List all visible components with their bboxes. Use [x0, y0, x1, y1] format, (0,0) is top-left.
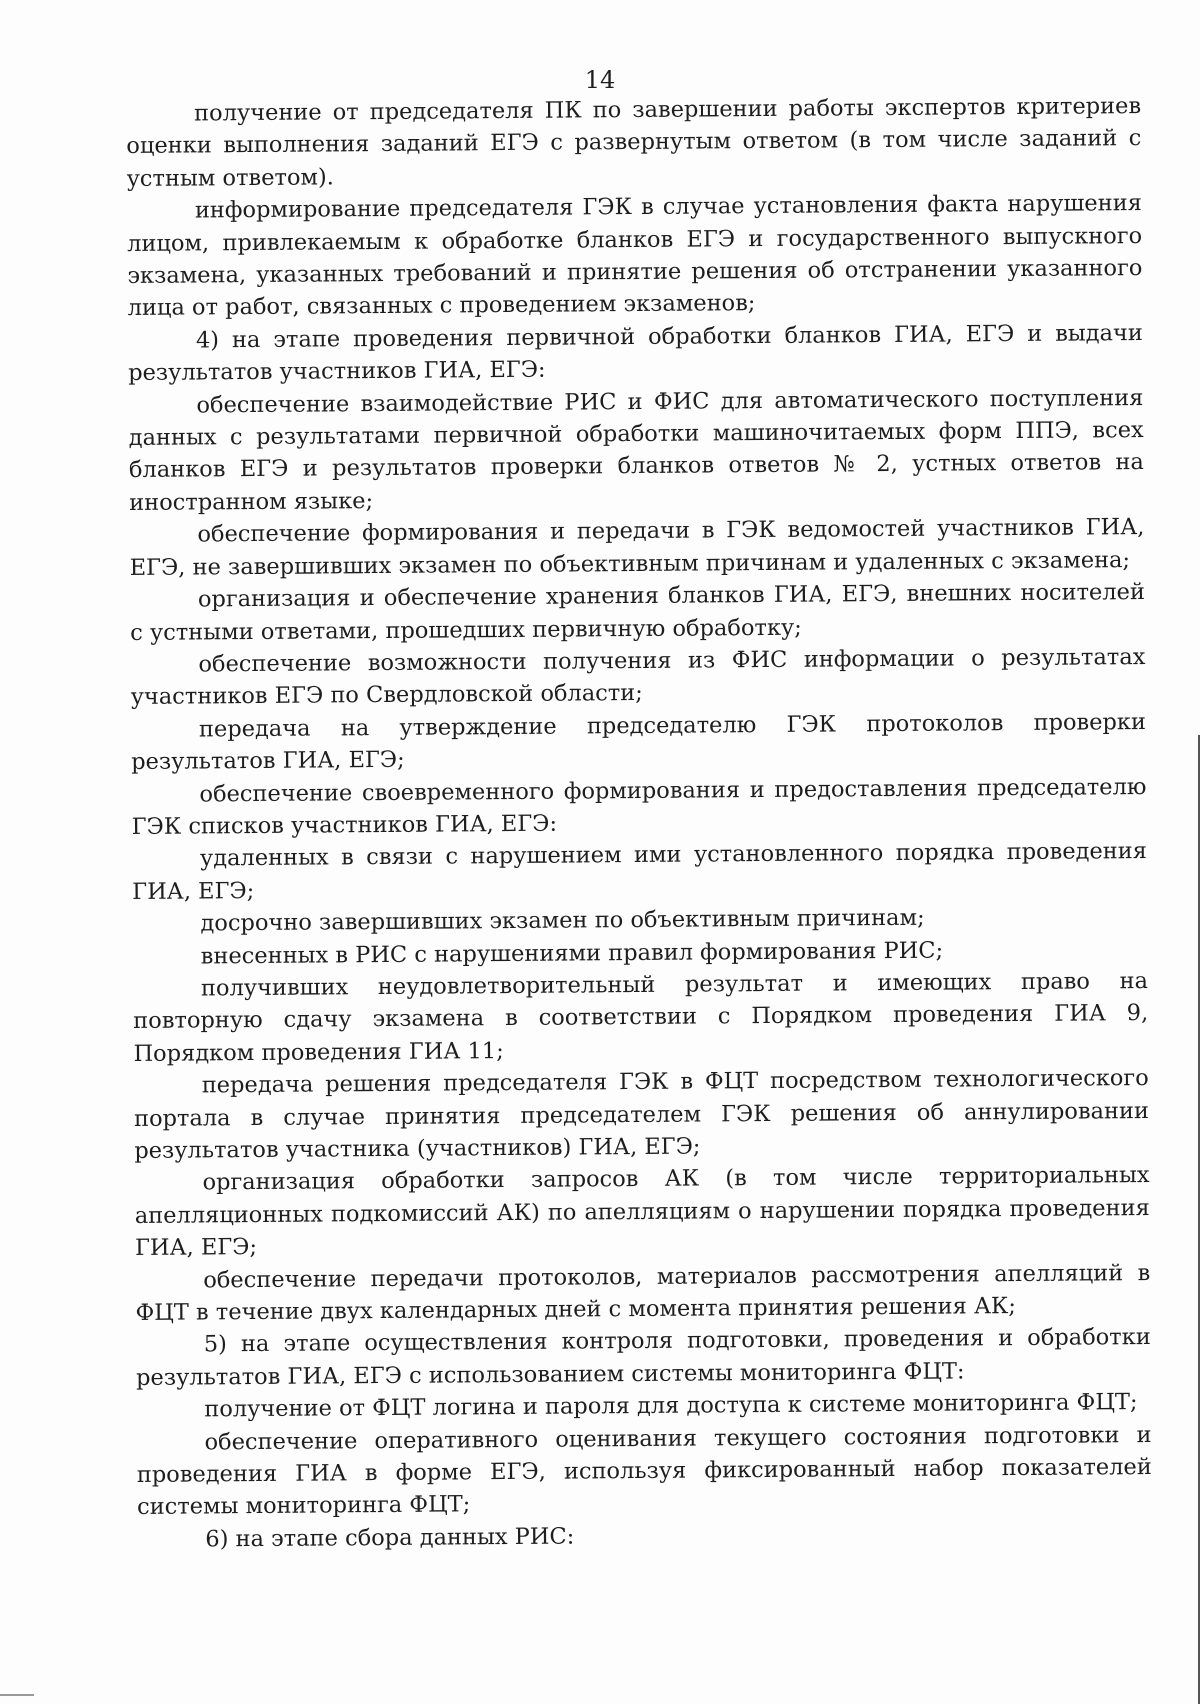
- paragraph: досрочно завершивших экзамен по объективным причинам;: [200, 904, 925, 937]
- paragraph: получение от председателя ПК по завершении работы экспертов критериев оценки выполнения заданий ЕГЭ с развернутым ответом (в том числе заданий с устным ответом).: [126, 93, 1142, 192]
- paragraph: внесенных в РИС с нарушениями правил формирования РИС;: [200, 937, 944, 970]
- paragraph: обеспечение оперативного оценивания текущего состояния подготовки и проведения ГИА в форме ЕГЭ, используя фиксированный набор показателей системы мониторинга ФЦТ;: [136, 1421, 1152, 1521]
- document-body: [126, 90, 1152, 1556]
- paragraph: обеспечение своевременного формирования и предоставления председателю ГЭК списков участников ГИА, ЕГЭ:: [131, 773, 1147, 840]
- paragraph: получение от ФЦТ логина и пароля для доступа к системе мониторинга ФЦТ;: [204, 1389, 1138, 1423]
- paragraph: получивших неудовлетворительный результат и имеющих право на повторную сдачу экзамена в соответствии с Порядком проведения ГИА 9, Порядком проведения ГИА 11;: [133, 967, 1149, 1067]
- paragraph: передача решения председателя ГЭК в ФЦТ посредством технологического портала в случае принятия председателем ГЭК решения об аннулировании результатов участника (участников) ГИА, ЕГЭ;: [133, 1065, 1150, 1164]
- paragraph: обеспечение передачи протоколов, материалов рассмотрения апелляций в ФЦТ в течение двух календарных дней с момента принятия решения АК;: [135, 1259, 1151, 1326]
- paragraph: информирование председателя ГЭК в случае установления факта нарушения лицом, привлекаемым к обработке бланков ЕГЭ и государственного выпускного экзамена, указанных требований и принятие решения об отстранении указанного лица от работ, связанных с проведением экзаменов;: [127, 190, 1143, 322]
- paragraph: обеспечение возможности получения из ФИС информации о результатах участников ЕГЭ по Свердловской области;: [130, 643, 1146, 711]
- paragraph: 5) на этапе осуществления контроля подготовки, проведения и обработки результатов ГИА, ЕГЭ с использованием системы мониторинга ФЦТ:: [135, 1324, 1151, 1391]
- paragraph: передача на утверждение председателю ГЭК протоколов проверки результатов ГИА, ЕГЭ;: [131, 708, 1147, 776]
- paragraph: удаленных в связи с нарушением ими установленного порядка проведения ГИА, ЕГЭ;: [132, 838, 1148, 905]
- paragraph: 6) на этапе сбора данных РИС:: [205, 1523, 575, 1553]
- paragraph: 4) на этапе проведения первичной обработки бланков ГИА, ЕГЭ и выдачи результатов участников ГИА, ЕГЭ:: [128, 319, 1143, 387]
- scan-mark: [0, 1694, 34, 1696]
- page-number: 14: [584, 66, 616, 94]
- paragraph: обеспечение формирования и передачи в ГЭК ведомостей участников ГИА, ЕГЭ, не завершивших экзамен по объективным причинам и удаленных с экзамена;: [129, 514, 1145, 581]
- paragraph: организация и обеспечение хранения бланков ГИА, ЕГЭ, внешних носителей с устными ответами, прошедших первичную обработку;: [130, 579, 1146, 646]
- paragraph: обеспечение взаимодействие РИС и ФИС для автоматического поступления данных с результатами первичной обработки машиночитаемых форм ППЭ, всех бланков ЕГЭ и результатов проверки бланков ответов № 2, устных ответов на иностранном языке;: [128, 384, 1144, 516]
- paragraph: организация обработки запросов АК (в том числе территориальных апелляционных подкомиссий АК) по апелляциям о нарушении порядка проведения ГИА, ЕГЭ;: [134, 1162, 1150, 1262]
